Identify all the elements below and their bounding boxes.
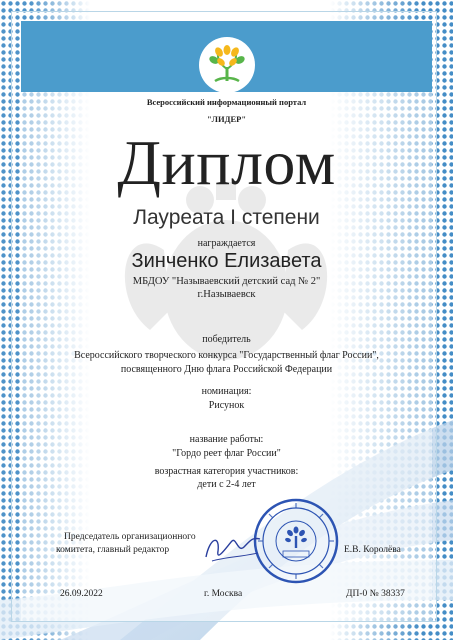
- city-name: г.Называевск: [197, 289, 256, 300]
- work-title-label: название работы:: [189, 434, 264, 445]
- work-title-value: "Гордо реет флаг России": [172, 448, 281, 459]
- awarded-label: награждается: [197, 238, 256, 249]
- logo-badge: [199, 37, 255, 93]
- portal-name: Всероссийский информационный портал: [146, 97, 307, 107]
- chair-name: Е.В. Королёва: [344, 545, 401, 555]
- issue-place: г. Москва: [204, 589, 243, 599]
- chair-title-line-1: Председатель организационного: [64, 532, 196, 542]
- age-category-value: дети с 2-4 лет: [197, 479, 256, 490]
- chair-title-line-2: комитета, главный редактор: [56, 545, 170, 555]
- contest-line-1: Всероссийского творческого конкурса "Государственный флаг России",: [74, 350, 379, 361]
- organization-name: МБДОУ "Называевский детский сад № 2": [132, 276, 321, 287]
- portal-brand: "ЛИДЕР": [206, 114, 247, 124]
- document-number: ДП-0 № 38337: [346, 589, 405, 599]
- contest-line-2: посвященного Дню флага Российской Федерации: [120, 364, 333, 375]
- tree-logo-icon: [199, 37, 255, 93]
- winner-label: победитель: [202, 334, 251, 345]
- signature-icon: [200, 527, 266, 567]
- nomination-value: Рисунок: [208, 400, 245, 411]
- issue-date: 26.09.2022: [60, 589, 103, 599]
- nomination-label: номинация:: [201, 386, 252, 397]
- age-category-label: возрастная категория участников:: [154, 466, 299, 477]
- diploma-degree: Лауреата I степени: [133, 206, 320, 229]
- diploma-title: Диплом: [117, 127, 336, 198]
- recipient-name: Зинченко Елизавета: [131, 250, 322, 272]
